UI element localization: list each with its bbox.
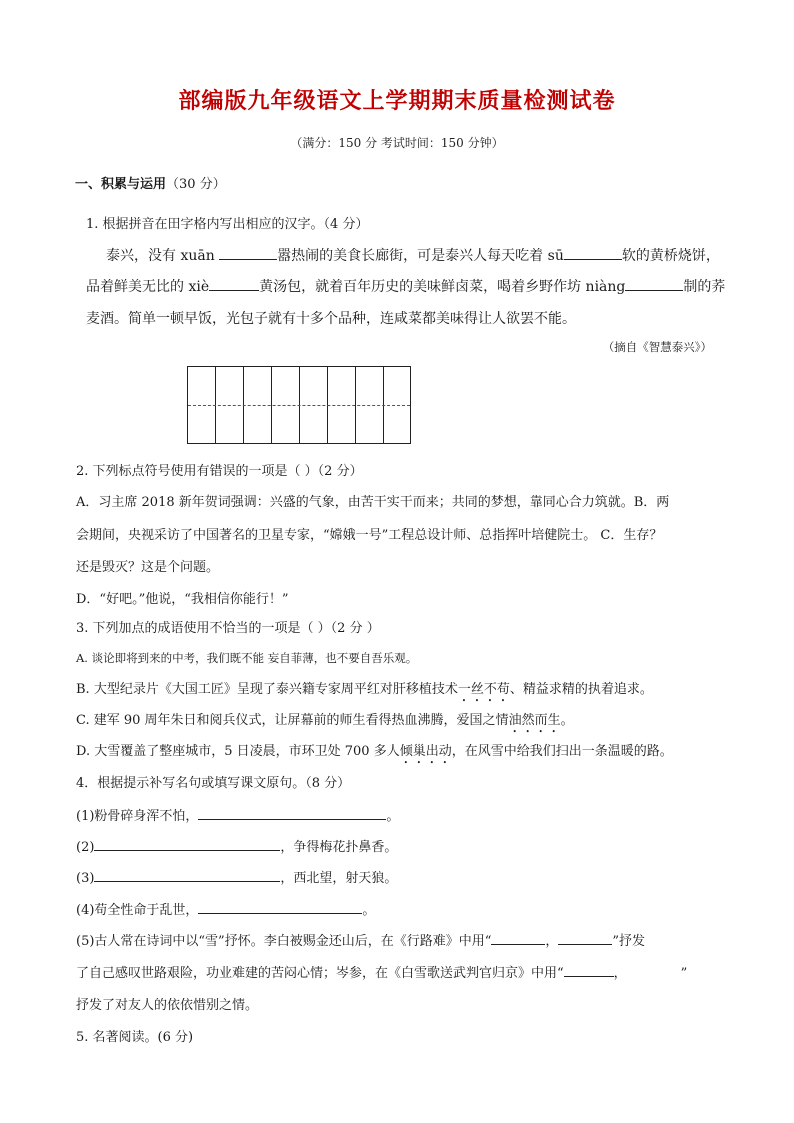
question-4-item-5-line-1 (76, 930, 645, 949)
question-1-line-3: 麦酒。简单一顿早饭，光包子就有十多个品种，连咸菜都美味得让人欲罢不能。 (86, 311, 576, 327)
dotted-idiom: 油然而生 (508, 713, 561, 728)
text-span: ，西北望，射天狼。 (280, 871, 398, 886)
text-span: 品着鲜美无比的 xiè (86, 279, 210, 295)
question-3-stem: 3. 下列加点的成语使用不恰当的一项是（ ）（2 分 ） (76, 621, 380, 636)
question-3-option-b (76, 678, 653, 705)
text-span: 制的荞 (683, 279, 726, 295)
question-4-item-1 (76, 805, 399, 824)
section-title: 一、积累与运用 (75, 177, 167, 192)
question-1-stem: 1. 根据拼音在田字格内写出相应的汉字。（4 分） (86, 217, 369, 232)
blank[interactable] (564, 245, 622, 260)
question-4-item-5-line-3: 抒发了对友人的依依惜别之情。 (76, 998, 259, 1013)
answer-blank[interactable] (94, 836, 280, 851)
text-span: 了自己感叹世路艰险，功业难建的苦闷心情；岑参，在《白雪歌送武判官归京》中用“ (76, 966, 564, 981)
text-span: 。 (362, 903, 376, 918)
answer-blank[interactable] (491, 930, 545, 945)
answer-blank[interactable] (198, 805, 386, 820)
text-span: ”抒发 (612, 934, 646, 949)
blank[interactable] (625, 276, 683, 291)
character-writing-grid[interactable] (187, 366, 411, 444)
text-span: D. 大雪覆盖了整座城市，5 日凌晨，市环卫处 700 多人 (76, 744, 400, 759)
section-heading (75, 173, 226, 192)
question-4-item-4 (76, 899, 375, 918)
grid-midline (188, 405, 410, 406)
exam-title: 部编版九年级语文上学期期末质量检测试卷 (178, 89, 616, 114)
text-span: 软的黄桥烧饼， (621, 248, 720, 264)
text-span: ” (680, 966, 688, 981)
text-span: 、精益求精的执着追求。 (509, 682, 653, 697)
question-2-option-b: 会期间，央视采访了中国著名的卫星专家，“嫦娥一号”工程总设计师、总指挥叶培健院士。 C．生存？ (76, 528, 663, 543)
question-1-source: （摘自《智慧泰兴》） (602, 340, 712, 354)
text-span: 嚣热闹的美食长廊街，可是泰兴人每天吃着 sū (277, 248, 564, 264)
text-span: (4)苟全性命于乱世， (76, 903, 199, 918)
text-span: (3) (76, 871, 95, 886)
question-2-option-c: 还是毁灭？这是个问题。 (76, 560, 220, 575)
question-4-item-3 (76, 867, 397, 886)
text-span: 。 (560, 713, 574, 728)
dotted-idiom: 一丝不苟 (457, 682, 510, 697)
text-span: C. 建军 90 周年朱日和阅兵仪式，让屏幕前的师生看得热血沸腾，爱国之情 (76, 713, 509, 728)
text-span: 泰兴，没有 xuān (106, 248, 220, 264)
question-4-item-5-line-2 (76, 962, 687, 981)
text-span: ，在风雪中给我们扫出一条温暖的路。 (451, 744, 673, 759)
text-span: (1)粉骨碎身浑不怕， (76, 809, 199, 824)
text-span: ，争得梅花扑鼻香。 (280, 840, 398, 855)
text-span: ， (545, 934, 559, 949)
answer-blank[interactable] (94, 867, 280, 882)
text-span: 。 (386, 809, 400, 824)
text-span: B. 大型纪录片《大国工匠》呈现了泰兴籍专家周平红对肝移植技术 (76, 682, 458, 697)
question-4-item-2 (76, 836, 397, 855)
question-3-option-c (76, 709, 574, 736)
section-points: （30 分） (166, 177, 226, 192)
question-5-stem: 5. 名著阅读。(6 分) (76, 1030, 194, 1045)
question-3-option-a: A. 谈论即将到来的中考，我们既不能 妄自菲薄，也不要自吾乐观。 (76, 651, 418, 665)
question-1-line-1 (106, 245, 720, 265)
question-2-stem: 2. 下列标点符号使用有错误的一项是（ ）（2 分） (76, 464, 363, 479)
question-4-stem: 4．根据提示补写名句或填写课文原句。（8 分） (76, 776, 351, 791)
text-span: (5)古人常在诗词中以“雪”抒怀。李白被赐金还山后，在《行路难》中用“ (76, 934, 492, 949)
text-span: (2) (76, 840, 95, 855)
answer-blank[interactable] (198, 899, 362, 914)
dotted-idiom: 倾巢出动 (399, 744, 452, 759)
answer-blank[interactable] (564, 962, 614, 977)
blank[interactable] (219, 245, 277, 260)
text-span: ， (613, 966, 627, 981)
text-span: 黄汤包，就着百年历史的美味鲜卤菜，喝着乡野作坊 niàng (259, 279, 626, 295)
exam-subtitle: （满分：150 分 考试时间：150 分钟） (290, 136, 504, 150)
question-1-line-2 (86, 276, 725, 296)
blank[interactable] (209, 276, 259, 291)
question-3-option-d (76, 740, 673, 767)
question-2-option-a: A．习主席 2018 新年贺词强调：兴盛的气象，由苦干实干而来；共同的梦想，靠同心合力筑就。B．两 (76, 495, 670, 510)
answer-blank[interactable] (558, 930, 612, 945)
question-2-option-d: D．“好吧。”他说，“我相信你能行！” (76, 592, 289, 607)
